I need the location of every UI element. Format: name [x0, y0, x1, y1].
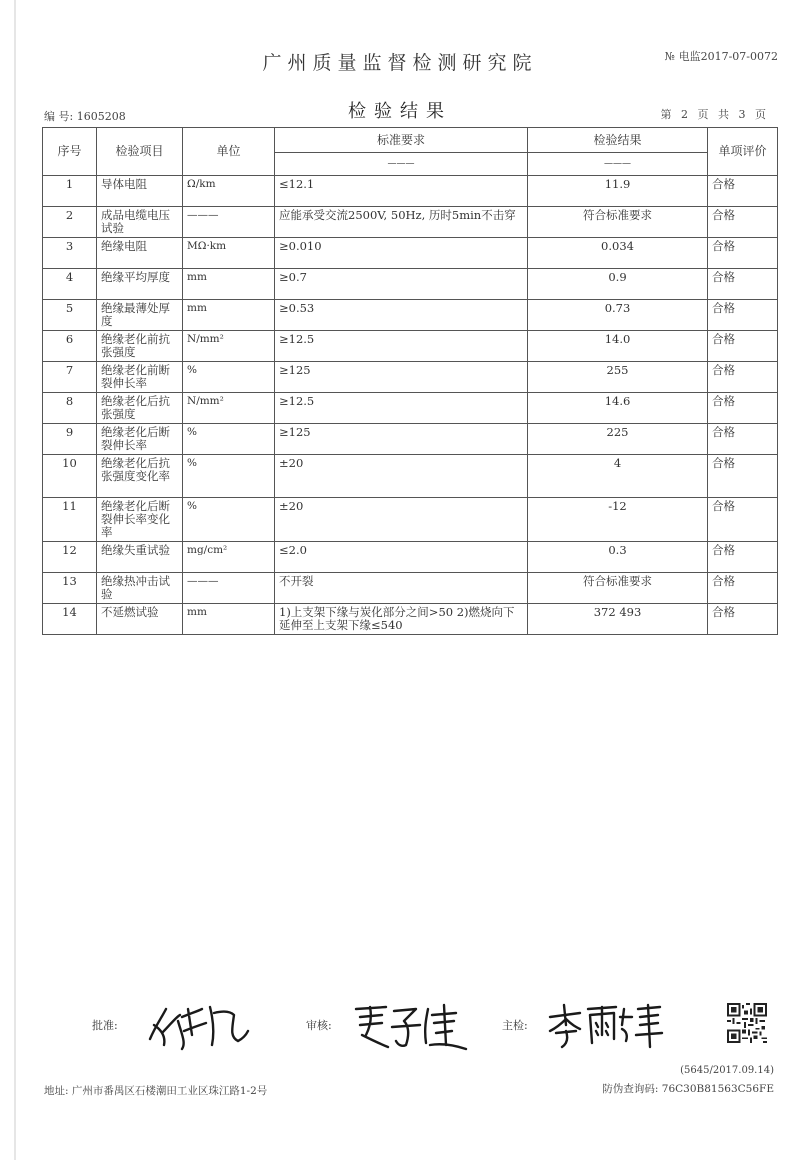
- row-standard: 1)上支架下缘与炭化部分之间>50 2)燃烧向下延伸至上支架下缘≤540: [275, 604, 528, 635]
- anti-fake-code: 防伪查询码: 76C30B81563C56FE: [602, 1083, 774, 1095]
- row-unit: mg/cm²: [183, 542, 275, 573]
- col-header-standard: 标准要求: [275, 128, 528, 153]
- row-result: 符合标准要求: [528, 207, 708, 238]
- row-verdict: 合格: [708, 604, 778, 635]
- table-row: [43, 207, 778, 238]
- row-result: 14.6: [528, 393, 708, 424]
- results-body: [43, 176, 778, 635]
- row-unit: %: [183, 362, 275, 393]
- row-result: 0.9: [528, 269, 708, 300]
- row-result: 255: [528, 362, 708, 393]
- row-standard: ≥12.5: [275, 393, 528, 424]
- row-unit: N/mm²: [183, 393, 275, 424]
- row-number: 4: [43, 269, 97, 300]
- row-number: 10: [43, 455, 97, 498]
- row-standard: ≤2.0: [275, 542, 528, 573]
- row-number: 3: [43, 238, 97, 269]
- row-unit: N/mm²: [183, 331, 275, 362]
- qr-code: [727, 1003, 767, 1043]
- approve-label: 批准:: [92, 1019, 118, 1032]
- row-unit: MΩ·km: [183, 238, 275, 269]
- row-item: 不延燃试验: [97, 604, 183, 635]
- row-unit: %: [183, 424, 275, 455]
- row-item: 绝缘老化后断裂伸长率: [97, 424, 183, 455]
- row-verdict: 合格: [708, 498, 778, 542]
- row-result: 0.73: [528, 300, 708, 331]
- row-item: 绝缘最薄处厚度: [97, 300, 183, 331]
- col-header-verdict: 单项评价: [708, 128, 778, 176]
- table-row: [43, 498, 778, 542]
- table-row: [43, 604, 778, 635]
- row-item: 绝缘老化后断裂伸长率变化率: [97, 498, 183, 542]
- row-item: 绝缘老化前断裂伸长率: [97, 362, 183, 393]
- col-header-no: 序号: [43, 128, 97, 176]
- row-result: 11.9: [528, 176, 708, 207]
- row-item: 绝缘失重试验: [97, 542, 183, 573]
- col-header-result: 检验结果: [528, 128, 708, 153]
- doc-title: 检验结果: [348, 101, 452, 122]
- row-standard: ±20: [275, 455, 528, 498]
- table-row: [43, 542, 778, 573]
- code-label: 编 号:: [44, 110, 74, 123]
- row-verdict: 合格: [708, 573, 778, 604]
- row-unit: mm: [183, 604, 275, 635]
- row-standard: ≥12.5: [275, 331, 528, 362]
- institution-title: 广州质量监督检测研究院: [262, 52, 538, 74]
- col-header-item: 检验项目: [97, 128, 183, 176]
- row-standard: ≥0.7: [275, 269, 528, 300]
- row-unit: %: [183, 455, 275, 498]
- result-subheader: ———: [528, 153, 708, 176]
- row-standard: ≥125: [275, 362, 528, 393]
- footer-code: (5645/2017.09.14): [680, 1065, 774, 1076]
- table-row: [43, 362, 778, 393]
- table-row: [43, 331, 778, 362]
- row-number: 11: [43, 498, 97, 542]
- row-item: 绝缘老化后抗张强度: [97, 393, 183, 424]
- report-number: № 电监2017-07-0072: [664, 50, 778, 63]
- row-standard: ≤12.1: [275, 176, 528, 207]
- row-unit: mm: [183, 269, 275, 300]
- row-item: 绝缘热冲击试验: [97, 573, 183, 604]
- inspect-label: 主检:: [502, 1019, 528, 1032]
- row-verdict: 合格: [708, 424, 778, 455]
- standard-subheader: ———: [275, 153, 528, 176]
- row-standard: ±20: [275, 498, 528, 542]
- row-standard: 不开裂: [275, 573, 528, 604]
- row-number: 7: [43, 362, 97, 393]
- row-result: -12: [528, 498, 708, 542]
- row-result: 14.0: [528, 331, 708, 362]
- row-unit: ———: [183, 573, 275, 604]
- table-row: [43, 455, 778, 498]
- row-unit: mm: [183, 300, 275, 331]
- row-number: 9: [43, 424, 97, 455]
- review-signature: [352, 995, 472, 1055]
- row-result: 0.034: [528, 238, 708, 269]
- row-standard: ≥0.53: [275, 300, 528, 331]
- code-value: 1605208: [76, 110, 126, 123]
- row-unit: ———: [183, 207, 275, 238]
- row-item: 绝缘老化前抗张强度: [97, 331, 183, 362]
- row-item: 绝缘老化后抗张强度变化率: [97, 455, 183, 498]
- row-standard: 应能承受交流2500V, 50Hz, 历时5min不击穿: [275, 207, 528, 238]
- table-row: [43, 424, 778, 455]
- row-verdict: 合格: [708, 269, 778, 300]
- table-row: [43, 269, 778, 300]
- row-number: 6: [43, 331, 97, 362]
- table-row: [43, 300, 778, 331]
- row-result: 4: [528, 455, 708, 498]
- table-row: [43, 393, 778, 424]
- signature-area: [0, 995, 800, 1055]
- row-unit: %: [183, 498, 275, 542]
- page-count: 第 2 页 共 3 页: [660, 108, 766, 121]
- table-row: [43, 238, 778, 269]
- row-verdict: 合格: [708, 207, 778, 238]
- approve-signature: [142, 995, 252, 1055]
- row-verdict: 合格: [708, 362, 778, 393]
- inspect-signature: [546, 995, 666, 1055]
- row-result: 372 493: [528, 604, 708, 635]
- row-verdict: 合格: [708, 393, 778, 424]
- table-row: [43, 176, 778, 207]
- review-label: 审核:: [306, 1019, 332, 1032]
- row-verdict: 合格: [708, 331, 778, 362]
- row-number: 13: [43, 573, 97, 604]
- page-edge: [14, 0, 16, 1160]
- row-verdict: 合格: [708, 300, 778, 331]
- results-table: [42, 127, 778, 635]
- row-number: 12: [43, 542, 97, 573]
- row-number: 5: [43, 300, 97, 331]
- row-verdict: 合格: [708, 238, 778, 269]
- row-standard: ≥0.010: [275, 238, 528, 269]
- row-number: 1: [43, 176, 97, 207]
- row-result: 符合标准要求: [528, 573, 708, 604]
- row-standard: ≥125: [275, 424, 528, 455]
- address: 地址: 广州市番禺区石楼潮田工业区珠江路1-2号: [44, 1085, 268, 1097]
- row-result: 225: [528, 424, 708, 455]
- row-number: 14: [43, 604, 97, 635]
- row-verdict: 合格: [708, 455, 778, 498]
- row-number: 2: [43, 207, 97, 238]
- row-result: 0.3: [528, 542, 708, 573]
- table-row: [43, 573, 778, 604]
- row-item: 成品电缆电压试验: [97, 207, 183, 238]
- row-verdict: 合格: [708, 542, 778, 573]
- row-item: 绝缘平均厚度: [97, 269, 183, 300]
- col-header-unit: 单位: [183, 128, 275, 176]
- row-item: 导体电阻: [97, 176, 183, 207]
- row-verdict: 合格: [708, 176, 778, 207]
- row-number: 8: [43, 393, 97, 424]
- row-item: 绝缘电阻: [97, 238, 183, 269]
- row-unit: Ω/km: [183, 176, 275, 207]
